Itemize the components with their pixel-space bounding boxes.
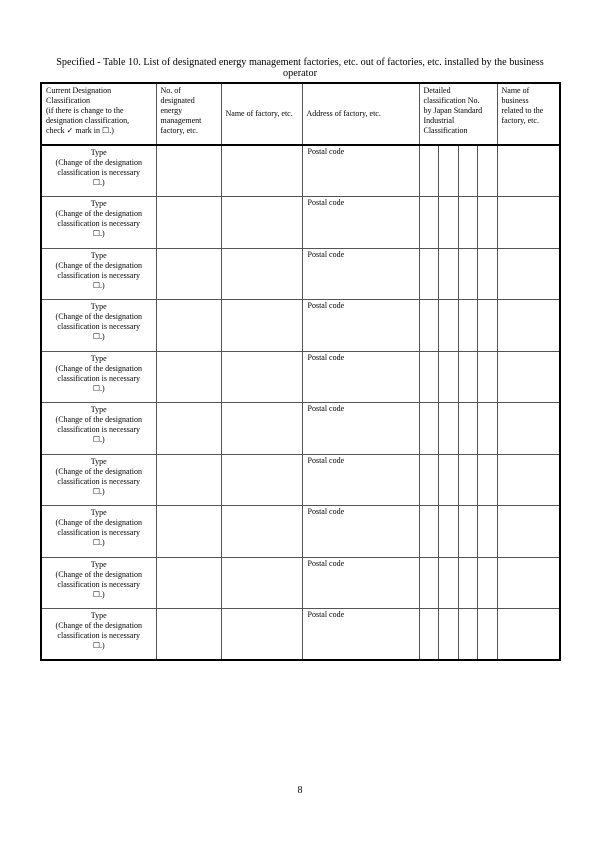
classification-digit-box[interactable] — [478, 249, 497, 300]
factory-address-cell[interactable] — [302, 609, 419, 661]
classification-digit-box[interactable] — [478, 558, 497, 609]
designation-type-line: (Change of the designation — [55, 363, 142, 373]
factory-address-cell[interactable] — [302, 454, 419, 506]
postal-code-label: Postal code — [307, 558, 345, 568]
factory-address-cell[interactable] — [302, 248, 419, 300]
classification-digit-boxes — [420, 249, 497, 300]
classification-digit-box[interactable] — [420, 609, 440, 659]
header-factory-address: Address of factory, etc. — [302, 83, 419, 145]
classification-digit-box[interactable] — [439, 455, 459, 506]
designation-type-line: ☐.) — [92, 332, 105, 341]
designation-type-line: Type — [90, 456, 107, 466]
business-name-cell[interactable] — [497, 145, 560, 197]
factory-number-cell[interactable] — [156, 300, 221, 352]
designation-type-line: classification is necessary — [57, 425, 141, 434]
factory-address-cell[interactable] — [302, 557, 419, 609]
header-business-name — [497, 83, 560, 145]
classification-digit-box[interactable] — [459, 249, 479, 300]
factory-name-cell[interactable] — [221, 506, 302, 558]
business-name-cell[interactable] — [497, 351, 560, 403]
header-line: classification No. — [423, 96, 480, 105]
classification-number-cell[interactable] — [419, 145, 497, 197]
business-name-cell[interactable] — [497, 248, 560, 300]
classification-digit-box[interactable] — [478, 300, 497, 351]
classification-digit-box[interactable] — [459, 300, 479, 351]
table-row — [41, 506, 560, 558]
classification-digit-box[interactable] — [420, 352, 440, 403]
header-line: related to the — [501, 106, 544, 115]
classification-digit-box[interactable] — [478, 506, 497, 557]
business-name-cell[interactable] — [497, 506, 560, 558]
designation-type-line: classification is necessary — [57, 631, 141, 640]
business-name-cell[interactable] — [497, 300, 560, 352]
designation-type-line: (Change of the designation — [55, 312, 142, 321]
classification-digit-box[interactable] — [439, 249, 459, 300]
classification-digit-box[interactable] — [420, 558, 440, 609]
designation-type-line: classification is necessary — [57, 528, 141, 537]
classification-number-cell[interactable] — [419, 197, 497, 249]
classification-digit-box[interactable] — [478, 352, 497, 403]
factory-name-cell[interactable] — [221, 403, 302, 455]
header-factory-number — [156, 83, 221, 145]
factory-name-cell[interactable] — [221, 454, 302, 506]
table-row — [41, 197, 560, 249]
classification-digit-box[interactable] — [439, 609, 459, 659]
factory-number-cell[interactable] — [156, 454, 221, 506]
classification-digit-box[interactable] — [439, 352, 459, 403]
postal-code-label: Postal code — [307, 404, 345, 413]
classification-number-cell[interactable] — [419, 248, 497, 300]
header-factory-name: Name of factory, etc. — [221, 83, 302, 145]
header-line: by Japan Standard — [423, 106, 483, 115]
table-row — [41, 609, 560, 661]
designation-type-line: ☐.) — [92, 229, 105, 238]
classification-number-cell[interactable] — [419, 609, 497, 661]
designation-type-cell[interactable] — [41, 609, 156, 661]
classification-digit-box[interactable] — [459, 558, 479, 609]
business-name-cell[interactable] — [497, 557, 560, 609]
designation-type-line: ☐.) — [92, 280, 105, 290]
header-line: Name of — [501, 86, 530, 95]
header-line: Current Designation — [46, 86, 112, 95]
business-name-cell[interactable] — [497, 197, 560, 249]
table-row — [41, 145, 560, 197]
classification-digit-box[interactable] — [478, 403, 497, 454]
factory-name-cell[interactable] — [221, 557, 302, 609]
classification-number-cell[interactable] — [419, 506, 497, 558]
header-line: check ✓ mark in ☐.) — [46, 126, 114, 135]
factory-name-cell[interactable] — [221, 197, 302, 249]
classification-number-cell[interactable] — [419, 351, 497, 403]
page-number: 8 — [297, 785, 303, 796]
header-line: factory, etc. — [501, 116, 539, 125]
classification-digit-box[interactable] — [478, 197, 497, 248]
classification-digit-box[interactable] — [439, 558, 459, 609]
business-name-cell[interactable] — [497, 609, 560, 661]
header-line: factory, etc. — [160, 126, 198, 135]
classification-digit-boxes — [420, 558, 497, 609]
classification-number-cell[interactable] — [419, 454, 497, 506]
designation-type-line: classification is necessary — [57, 270, 141, 280]
designation-type-line: classification is necessary — [57, 219, 141, 228]
classification-digit-box[interactable] — [439, 146, 459, 196]
designation-type-line: ☐.) — [92, 538, 105, 547]
header-industrial-classification — [419, 83, 497, 145]
factory-address-cell[interactable] — [302, 403, 419, 455]
classification-digit-box[interactable] — [420, 300, 440, 351]
designation-type-line: (Change of the designation — [55, 260, 142, 270]
classification-digit-box[interactable] — [420, 146, 440, 196]
designation-type-cell[interactable] — [41, 557, 156, 609]
header-line: designated — [160, 96, 195, 105]
postal-code-label: Postal code — [307, 147, 345, 156]
table-row — [41, 351, 560, 403]
header-line: Classification — [423, 126, 468, 135]
designation-type-line: (Change of the designation — [55, 621, 142, 630]
header-row — [41, 83, 560, 145]
classification-digit-box[interactable] — [459, 455, 479, 506]
header-current-designation — [41, 83, 156, 145]
designation-type-cell[interactable] — [41, 300, 156, 352]
designation-type-line: Type — [90, 250, 107, 260]
classification-digit-box[interactable] — [478, 146, 497, 196]
classification-digit-box[interactable] — [459, 403, 479, 454]
designation-type-line: Type — [90, 199, 107, 208]
business-name-cell[interactable] — [497, 403, 560, 455]
header-line: business — [501, 96, 529, 105]
header-line: Detailed — [423, 86, 451, 95]
factory-number-cell[interactable] — [156, 248, 221, 300]
designated-factories-table — [40, 82, 561, 661]
postal-code-label: Postal code — [307, 352, 345, 362]
classification-digit-box[interactable] — [459, 352, 479, 403]
postal-code-label: Postal code — [307, 198, 345, 207]
designation-type-line: Type — [90, 353, 107, 363]
factory-number-cell[interactable] — [156, 197, 221, 249]
classification-digit-box[interactable] — [459, 197, 479, 248]
designation-type-cell[interactable] — [41, 248, 156, 300]
factory-number-cell[interactable] — [156, 506, 221, 558]
classification-digit-box[interactable] — [478, 609, 497, 659]
classification-digit-box[interactable] — [420, 506, 440, 557]
factory-name-cell[interactable] — [221, 248, 302, 300]
designation-type-line: ☐.) — [92, 486, 105, 496]
header-line: energy — [160, 106, 183, 115]
factory-name-cell[interactable] — [221, 300, 302, 352]
classification-number-cell[interactable] — [419, 300, 497, 352]
classification-digit-boxes — [420, 352, 497, 403]
designation-type-line: (Change of the designation — [55, 415, 142, 424]
designation-type-cell[interactable] — [41, 454, 156, 506]
factory-address-cell[interactable] — [302, 351, 419, 403]
postal-code-label: Postal code — [307, 455, 345, 465]
designation-type-line: Type — [90, 508, 107, 517]
designation-type-line: (Change of the designation — [55, 569, 142, 579]
factory-address-cell[interactable] — [302, 145, 419, 197]
classification-digit-box[interactable] — [420, 455, 440, 506]
designation-type-cell[interactable] — [41, 145, 156, 197]
designation-type-line: classification is necessary — [57, 579, 141, 589]
designation-type-cell[interactable] — [41, 351, 156, 403]
classification-digit-box[interactable] — [420, 403, 440, 454]
designation-type-line: (Change of the designation — [55, 209, 142, 218]
classification-digit-boxes — [420, 197, 497, 248]
factory-number-cell[interactable] — [156, 609, 221, 661]
classification-digit-box[interactable] — [420, 249, 440, 300]
classification-number-cell[interactable] — [419, 403, 497, 455]
table-caption: Specified - Table 10. List of designated energy management factories, etc. out of factories, etc. installed by the business operator — [56, 57, 544, 79]
header-line: No. of — [160, 86, 181, 95]
factory-address-cell[interactable] — [302, 506, 419, 558]
table-row — [41, 248, 560, 300]
designation-type-line: ☐.) — [92, 641, 105, 650]
classification-digit-box[interactable] — [439, 300, 459, 351]
header-line: Classification — [46, 96, 90, 105]
designation-type-line: ☐.) — [92, 178, 105, 187]
classification-digit-box[interactable] — [439, 197, 459, 248]
classification-digit-boxes — [420, 609, 497, 659]
classification-digit-box[interactable] — [459, 609, 479, 659]
designation-type-line: classification is necessary — [57, 168, 141, 177]
factory-number-cell[interactable] — [156, 557, 221, 609]
factory-number-cell[interactable] — [156, 351, 221, 403]
postal-code-label: Postal code — [307, 249, 345, 259]
designation-type-line: classification is necessary — [57, 373, 141, 383]
factory-name-cell[interactable] — [221, 609, 302, 661]
header-line: (if there is change to the — [46, 106, 124, 115]
classification-digit-boxes — [420, 403, 497, 454]
designation-type-line: ☐.) — [92, 589, 105, 599]
factory-address-cell[interactable] — [302, 300, 419, 352]
table-row — [41, 454, 560, 506]
designation-type-line: Type — [90, 302, 107, 311]
header-line: management — [160, 116, 202, 125]
classification-digit-boxes — [420, 300, 497, 351]
table-row — [41, 557, 560, 609]
factory-name-cell[interactable] — [221, 145, 302, 197]
postal-code-label: Postal code — [307, 507, 345, 516]
factory-name-cell[interactable] — [221, 351, 302, 403]
designation-type-line: ☐.) — [92, 435, 105, 444]
classification-digit-box[interactable] — [459, 506, 479, 557]
designation-type-line: Type — [90, 405, 107, 414]
table-row — [41, 300, 560, 352]
classification-digit-box[interactable] — [478, 455, 497, 506]
designation-type-line: Type — [90, 611, 107, 620]
designation-type-cell[interactable] — [41, 197, 156, 249]
postal-code-label: Postal code — [307, 610, 345, 619]
header-line: designation classification, — [46, 116, 130, 125]
classification-digit-box[interactable] — [420, 197, 440, 248]
classification-digit-box[interactable] — [439, 506, 459, 557]
designation-type-line: (Change of the designation — [55, 518, 142, 527]
factory-number-cell[interactable] — [156, 145, 221, 197]
classification-digit-boxes — [420, 146, 497, 196]
designation-type-line: classification is necessary — [57, 322, 141, 331]
factory-number-cell[interactable] — [156, 403, 221, 455]
postal-code-label: Postal code — [307, 301, 345, 310]
designation-type-line: Type — [90, 148, 107, 157]
classification-digit-boxes — [420, 455, 497, 506]
designation-type-cell[interactable] — [41, 403, 156, 455]
designation-type-line: ☐.) — [92, 383, 105, 393]
classification-digit-box[interactable] — [439, 403, 459, 454]
designation-type-line: classification is necessary — [57, 476, 141, 486]
factory-address-cell[interactable] — [302, 197, 419, 249]
header-line: Industrial — [423, 116, 455, 125]
designation-type-line: Type — [90, 559, 107, 569]
classification-digit-boxes — [420, 506, 497, 557]
designation-type-line: (Change of the designation — [55, 466, 142, 476]
designation-type-cell[interactable] — [41, 506, 156, 558]
designation-type-line: (Change of the designation — [55, 158, 142, 167]
classification-digit-box[interactable] — [459, 146, 479, 196]
table-row — [41, 403, 560, 455]
classification-number-cell[interactable] — [419, 557, 497, 609]
business-name-cell[interactable] — [497, 454, 560, 506]
